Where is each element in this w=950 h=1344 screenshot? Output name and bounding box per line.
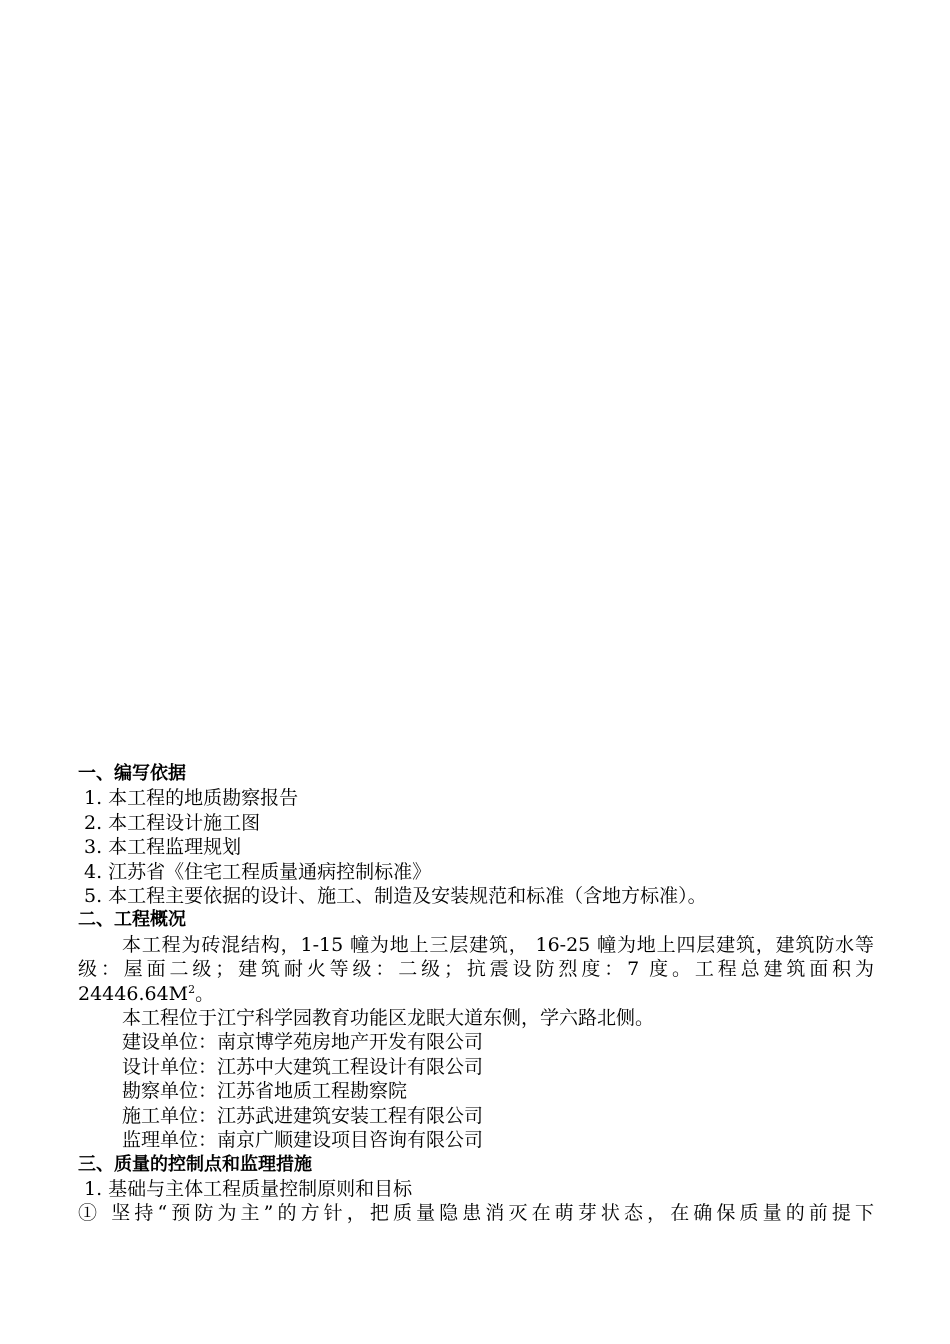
location-paragraph: 本工程位于江宁科学园教育功能区龙眠大道东侧，学六路北侧。 (122, 1007, 655, 1030)
area-unit-superscript: 2 (188, 982, 196, 996)
unit-line: 监理单位：南京广顺建设项目咨询有限公司 (122, 1129, 484, 1152)
overview-end: 。 (195, 982, 215, 1005)
section-heading-basis: 一、编写依据 (78, 763, 186, 784)
overview-text: 本工程为砖混结构，1-15 幢为地上三层建筑， 16-25 幢为地上四层建筑，建筑防水等级：屋面二级；建筑耐火等级：二级；抗震设防烈度：7 度。工程总建筑面积为 24446.64M (78, 933, 874, 1005)
overview-paragraph (78, 933, 874, 1006)
quality-principle-line: ① 坚持“预防为主”的方针，把质量隐患消灭在萌芽状态，在确保质量的前提下 (78, 1202, 874, 1225)
unit-line: 勘察单位：江苏省地质工程勘察院 (122, 1080, 408, 1103)
basis-item: 4. 江苏省《住宅工程质量通病控制标准》 (84, 860, 432, 883)
unit-line: 施工单位：江苏武进建筑安装工程有限公司 (122, 1104, 484, 1127)
unit-line: 建设单位：南京博学苑房地产开发有限公司 (122, 1031, 484, 1054)
section-heading-overview: 二、工程概况 (78, 909, 186, 931)
basis-item: 1. 本工程的地质勘察报告 (84, 787, 299, 810)
quality-item: 1. 基础与主体工程质量控制原则和目标 (84, 1177, 413, 1200)
basis-item: 3. 本工程监理规划 (84, 836, 242, 859)
section-heading-quality-control: 三、质量的控制点和监理措施 (78, 1153, 312, 1175)
basis-item: 5. 本工程主要依据的设计、施工、制造及安装规范和标准（含地方标准）。 (84, 885, 707, 908)
basis-item: 2. 本工程设计施工图 (84, 811, 261, 834)
document-body (78, 762, 874, 1226)
unit-line: 设计单位：江苏中大建筑工程设计有限公司 (122, 1055, 484, 1078)
